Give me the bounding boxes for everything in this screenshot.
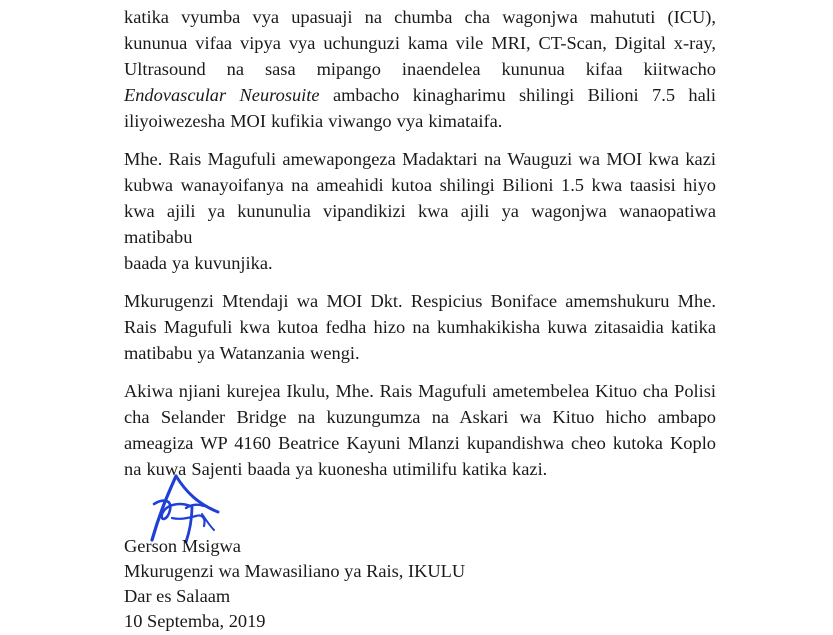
italic-phrase: Endovascular Neurosuite (124, 85, 320, 105)
paragraph-line: baada ya kuvunjika. (124, 253, 273, 273)
signature-block (124, 534, 465, 634)
paragraph-line: na kuwa Sajenti baada ya kuonesha utimilifu katika kazi. (124, 459, 548, 479)
paragraph-3 (124, 288, 716, 366)
paragraph-4 (124, 378, 716, 482)
paragraph-line: cha Selander Bridge na kuzungumza na Askari wa Kituo hicho ambapo (124, 407, 716, 427)
paragraph-line: Ultrasound na sasa mipango inaendelea kununua kifaa kiitwacho (124, 59, 716, 79)
paragraph-line: Mkurugenzi Mtendaji wa MOI Dkt. Respicius Boniface amemshukuru Mhe. (124, 291, 716, 311)
paragraph-line-with-italic (124, 82, 716, 108)
paragraph-line: Rais Magufuli kwa kutoa fedha hizo na kumhakikisha kuwa zitasaidia katika (124, 317, 716, 337)
paragraph-line: Mhe. Rais Magufuli amewapongeza Madaktari na Wauguzi wa MOI kwa kazi (124, 149, 716, 169)
signatory-title: Mkurugenzi wa Mawasiliano ya Rais, IKULU (124, 561, 466, 581)
paragraph-line: katika vyumba vya upasuaji na chumba cha wagonjwa mahututi (ICU), (124, 7, 716, 27)
signatory-name: Gerson Msigwa (124, 536, 241, 556)
paragraph-line: kwa ajili ya kununulia vipandikizi kwa ajili ya wagonjwa wanaopatiwa matibabu (124, 201, 716, 247)
paragraph-line: ameagiza WP 4160 Beatrice Kayuni Mlanzi kupandishwa cheo kutoka Koplo (124, 433, 716, 453)
paragraph-line: Akiwa njiani kurejea Ikulu, Mhe. Rais Magufuli ametembelea Kituo cha Polisi (124, 381, 716, 401)
letter-body (124, 4, 716, 494)
paragraph-1 (124, 4, 716, 134)
paragraph-line-rest: ambacho kinagharimu shilingi Bilioni 7.5 hali (332, 85, 716, 105)
signatory-place: Dar es Salaam (124, 586, 231, 606)
paragraph-line: kununua vifaa vipya vya uchunguzi kama vile MRI, CT-Scan, Digital x-ray, (124, 33, 716, 53)
paragraph-line: kubwa wanayoifanya na ameahidi kutoa shilingi Bilioni 1.5 kwa taasisi hiyo (124, 175, 716, 195)
paragraph-line: matibabu ya Watanzania wengi. (124, 343, 360, 363)
paragraph-2 (124, 146, 716, 276)
paragraph-line: iliyoiwezesha MOI kufikia viwango vya kimataifa. (124, 111, 503, 131)
letter-date: 10 Septemba, 2019 (124, 611, 266, 631)
